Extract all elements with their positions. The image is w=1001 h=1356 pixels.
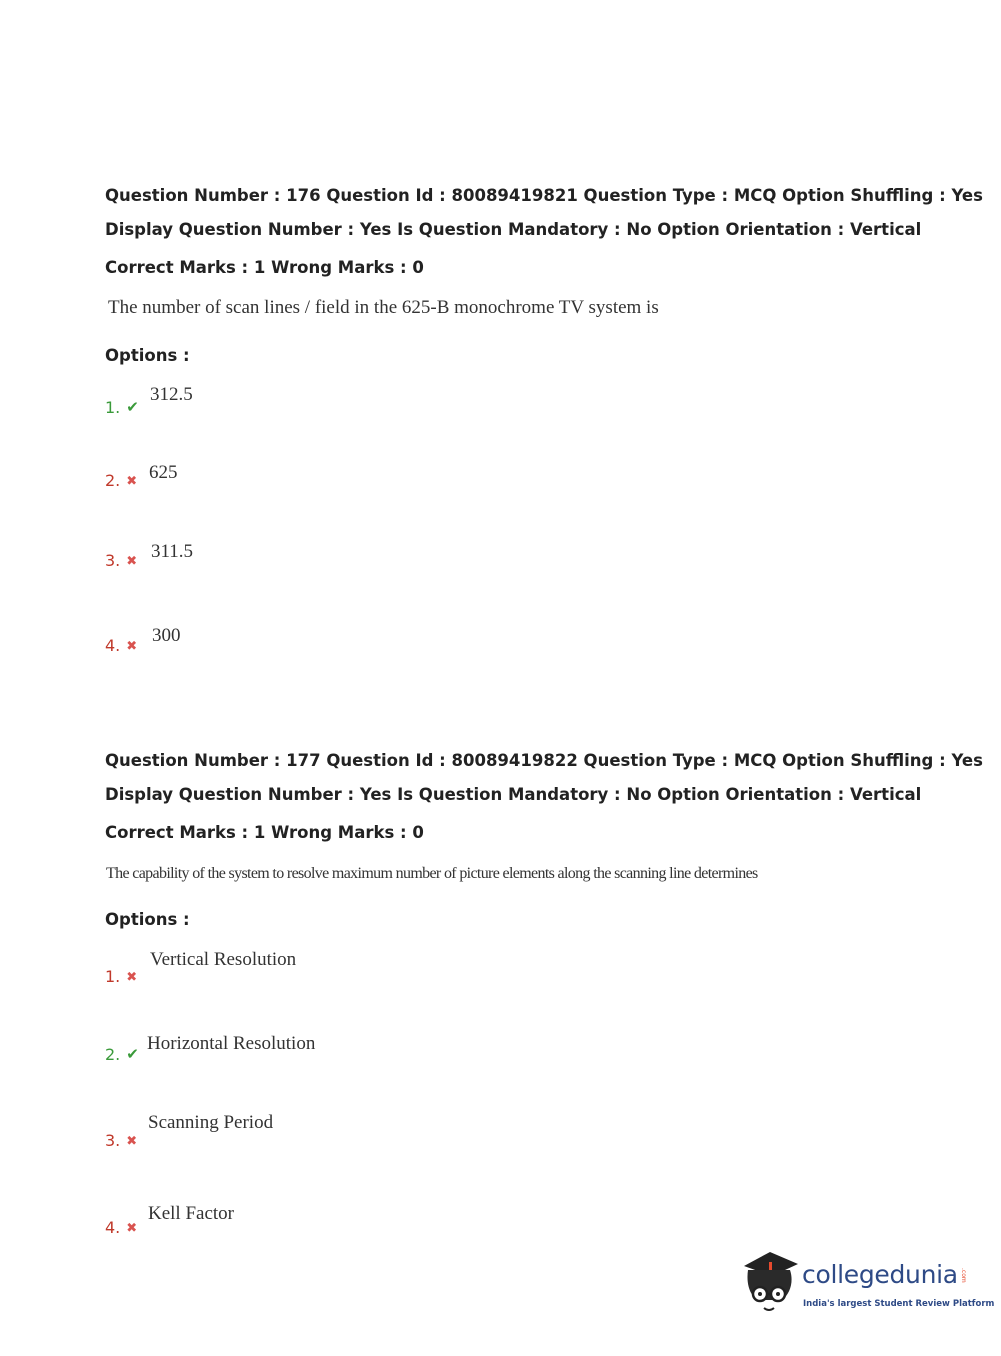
logo-domain: .com [960, 1268, 967, 1283]
question-177-marks: Correct Marks : 1 Wrong Marks : 0 [105, 823, 424, 842]
q177-option-1-text: Vertical Resolution [150, 949, 297, 970]
question-177-meta-line-2: Display Question Number : Yes Is Question Mandatory : No Option Orientation : Vertical [105, 785, 922, 804]
question-176-text: The number of scan lines / field in the 625-B monochrome TV system is [108, 297, 659, 318]
q177-option-3-text: Scanning Period [148, 1112, 274, 1133]
cross-icon: ✖ [126, 1134, 138, 1149]
q177-option-2-number: 2. ✔ [105, 1045, 139, 1064]
mascot-icon [740, 1248, 802, 1320]
logo-wordmark: collegedunia [802, 1260, 958, 1289]
question-176-options-label: Options : [105, 346, 190, 365]
q177-option-1-number: 1. ✖ [105, 967, 138, 986]
q177-option-4-number: 4. ✖ [105, 1218, 138, 1237]
cross-icon: ✖ [126, 970, 138, 985]
q177-option-4-text: Kell Factor [148, 1203, 235, 1224]
q176-option-1-number: 1. ✔ [105, 398, 139, 417]
q177-option-3-number: 3. ✖ [105, 1131, 138, 1150]
question-176-marks: Correct Marks : 1 Wrong Marks : 0 [105, 258, 424, 277]
q176-option-4-text: 300 [152, 625, 181, 646]
q176-option-4-number: 4. ✖ [105, 636, 138, 655]
check-icon: ✔ [126, 1045, 139, 1063]
question-176-meta-line-1: Question Number : 176 Question Id : 80089419821 Question Type : MCQ Option Shuffling : Yes [105, 186, 983, 205]
q176-option-2-text: 625 [149, 462, 178, 483]
question-176-meta-line-2: Display Question Number : Yes Is Question Mandatory : No Option Orientation : Vertical [105, 220, 922, 239]
cross-icon: ✖ [126, 474, 138, 489]
q176-option-3-number: 3. ✖ [105, 551, 138, 570]
q176-option-2-number: 2. ✖ [105, 471, 138, 490]
q176-option-1-text: 312.5 [150, 384, 193, 405]
cross-icon: ✖ [126, 1221, 138, 1236]
question-177-options-label: Options : [105, 910, 190, 929]
check-icon: ✔ [126, 398, 139, 416]
question-177-meta-line-1: Question Number : 177 Question Id : 80089419822 Question Type : MCQ Option Shuffling : Yes [105, 751, 983, 770]
cross-icon: ✖ [126, 639, 138, 654]
q177-option-2-text: Horizontal Resolution [147, 1033, 316, 1054]
q176-option-3-text: 311.5 [151, 541, 194, 562]
collegedunia-logo [740, 1248, 995, 1320]
cross-icon: ✖ [126, 554, 138, 569]
logo-tagline: India's largest Student Review Platform [803, 1299, 995, 1309]
question-177-text: The capability of the system to resolve maximum number of picture elements along the scanning line determines [106, 865, 758, 882]
